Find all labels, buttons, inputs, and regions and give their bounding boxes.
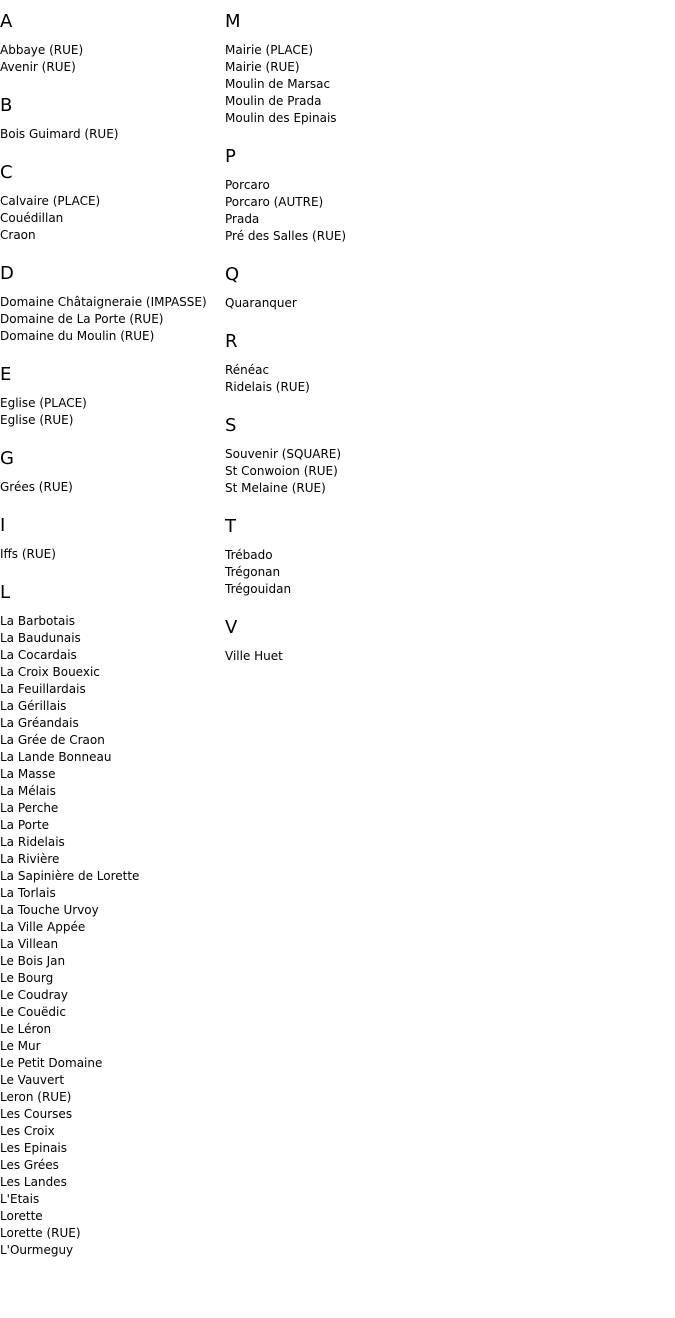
street-list-item: L'Etais <box>0 1192 40 1206</box>
letter-heading: I <box>0 515 6 536</box>
street-list <box>0 126 220 143</box>
street-list-item: Les Courses <box>0 1107 73 1121</box>
street-list-item: Le Léron <box>0 1022 52 1036</box>
letter-heading: S <box>225 415 237 436</box>
street-list <box>0 193 220 244</box>
street-list-item: La Mélais <box>0 784 56 798</box>
street-list-item: La Feuillardais <box>0 682 86 696</box>
street-list-item: La Sapinière de Lorette <box>0 869 140 883</box>
letter-group-v <box>225 618 485 665</box>
letter-heading: T <box>225 516 236 537</box>
street-list-item: Trégonan <box>225 565 281 579</box>
letter-group-g <box>0 449 220 496</box>
street-list <box>225 295 485 312</box>
street-list-item: Les Croix <box>0 1124 55 1138</box>
street-list-item: La Barbotais <box>0 614 75 628</box>
street-list-item: Le Bourg <box>0 971 54 985</box>
street-list-item: Iffs (RUE) <box>0 547 56 561</box>
street-list-item: Porcaro (AUTRE) <box>225 195 324 209</box>
street-list <box>225 547 485 598</box>
street-list-item: La Croix Bouexic <box>0 665 100 679</box>
street-list-item: Moulin des Epinais <box>225 111 337 125</box>
letter-group-m <box>225 12 485 127</box>
street-list-item: La Gérillais <box>0 699 67 713</box>
street-list-item: La Ville Appée <box>0 920 86 934</box>
letter-group-s <box>225 416 485 497</box>
letter-heading: C <box>0 162 13 183</box>
street-list <box>225 446 485 497</box>
street-list-item: Rénéac <box>225 363 270 377</box>
street-list-item: Domaine du Moulin (RUE) <box>0 329 155 343</box>
letter-group-p <box>225 147 485 245</box>
street-list <box>0 546 220 563</box>
street-list-item: Les Epinais <box>0 1141 68 1155</box>
street-list-item: Abbaye (RUE) <box>0 43 84 57</box>
letter-group-c <box>0 163 220 244</box>
street-list-item: Mairie (RUE) <box>225 60 300 74</box>
letter-group-q <box>225 265 485 312</box>
letter-heading: V <box>225 617 238 638</box>
street-list-item: Calvaire (PLACE) <box>0 194 101 208</box>
letter-heading: A <box>0 11 13 32</box>
street-list-item: La Porte <box>0 818 50 832</box>
letter-heading: Q <box>225 264 240 285</box>
street-list <box>225 177 485 245</box>
letter-group-b <box>0 96 220 143</box>
street-list-item: Le Couëdic <box>0 1005 66 1019</box>
street-list-item: La Perche <box>0 801 59 815</box>
letter-group-t <box>225 517 485 598</box>
letter-heading: R <box>225 331 238 352</box>
street-list-item: Craon <box>0 228 36 242</box>
street-list-item: St Melaine (RUE) <box>225 481 326 495</box>
street-list-item: Mairie (PLACE) <box>225 43 314 57</box>
street-list-item: Ville Huet <box>225 649 283 663</box>
street-list-item: Le Mur <box>0 1039 41 1053</box>
street-list-item: Quaranquer <box>225 296 297 310</box>
street-list <box>0 294 220 345</box>
street-list-item: Porcaro <box>225 178 270 192</box>
street-list-item: Souvenir (SQUARE) <box>225 447 342 461</box>
street-list-item: Lorette (RUE) <box>0 1226 81 1240</box>
street-list-item: Lorette <box>0 1209 43 1223</box>
street-list-item: La Touche Urvoy <box>0 903 99 917</box>
letter-heading: L <box>0 582 11 603</box>
letter-group-i <box>0 516 220 563</box>
street-list-item: Ridelais (RUE) <box>225 380 310 394</box>
street-list-item: La Villean <box>0 937 59 951</box>
letter-heading: B <box>0 95 13 116</box>
street-list-item: Trébado <box>225 548 273 562</box>
street-list-item: Le Petit Domaine <box>0 1056 103 1070</box>
letter-group-a <box>0 12 220 76</box>
street-list-item: La Grée de Craon <box>0 733 105 747</box>
street-list-item: La Torlais <box>0 886 56 900</box>
street-list-item: Eglise (PLACE) <box>0 396 87 410</box>
letter-heading: E <box>0 364 12 385</box>
street-list-item: La Baudunais <box>0 631 81 645</box>
street-list <box>0 395 220 429</box>
street-list-item: Prada <box>225 212 260 226</box>
street-list-item: Bois Guimard (RUE) <box>0 127 119 141</box>
street-list-item: Trégouidan <box>225 582 292 596</box>
letter-heading: P <box>225 146 236 167</box>
street-list-item: St Conwoion (RUE) <box>225 464 338 478</box>
street-list-item: La Gréandais <box>0 716 79 730</box>
street-list-item: La Rivière <box>0 852 60 866</box>
street-list-item: La Lande Bonneau <box>0 750 112 764</box>
letter-heading: M <box>225 11 241 32</box>
street-list-item: Domaine Châtaigneraie (IMPASSE) <box>0 295 207 309</box>
street-list-item: La Cocardais <box>0 648 77 662</box>
street-list <box>225 362 485 396</box>
street-list-item: Couédillan <box>0 211 64 225</box>
street-list-item: Leron (RUE) <box>0 1090 72 1104</box>
street-list-item: Domaine de La Porte (RUE) <box>0 312 164 326</box>
letter-group-d <box>0 264 220 345</box>
street-list <box>0 42 220 76</box>
street-list-item: Grées (RUE) <box>0 480 73 494</box>
street-list-item: Le Vauvert <box>0 1073 65 1087</box>
street-list-item: Pré des Salles (RUE) <box>225 229 347 243</box>
street-list-item: Avenir (RUE) <box>0 60 76 74</box>
street-list-item: Les Landes <box>0 1175 67 1189</box>
letter-group-r <box>225 332 485 396</box>
street-list <box>0 613 220 1259</box>
street-list-item: Le Bois Jan <box>0 954 66 968</box>
street-list <box>225 42 485 127</box>
letter-group-l <box>0 583 220 1259</box>
street-list-item: Moulin de Marsac <box>225 77 331 91</box>
letter-heading: G <box>0 448 14 469</box>
street-list-item: Moulin de Prada <box>225 94 322 108</box>
letter-heading: D <box>0 263 14 284</box>
street-list-item: La Masse <box>0 767 56 781</box>
street-list <box>225 648 485 665</box>
street-list-item: L'Ourmeguy <box>0 1243 74 1257</box>
street-list-item: La Ridelais <box>0 835 65 849</box>
street-list <box>0 479 220 496</box>
letter-group-e <box>0 365 220 429</box>
street-index-column-left <box>0 12 220 1279</box>
street-list-item: Eglise (RUE) <box>0 413 74 427</box>
street-list-item: Le Coudray <box>0 988 69 1002</box>
street-index-column-right <box>225 12 485 685</box>
street-list-item: Les Grées <box>0 1158 59 1172</box>
